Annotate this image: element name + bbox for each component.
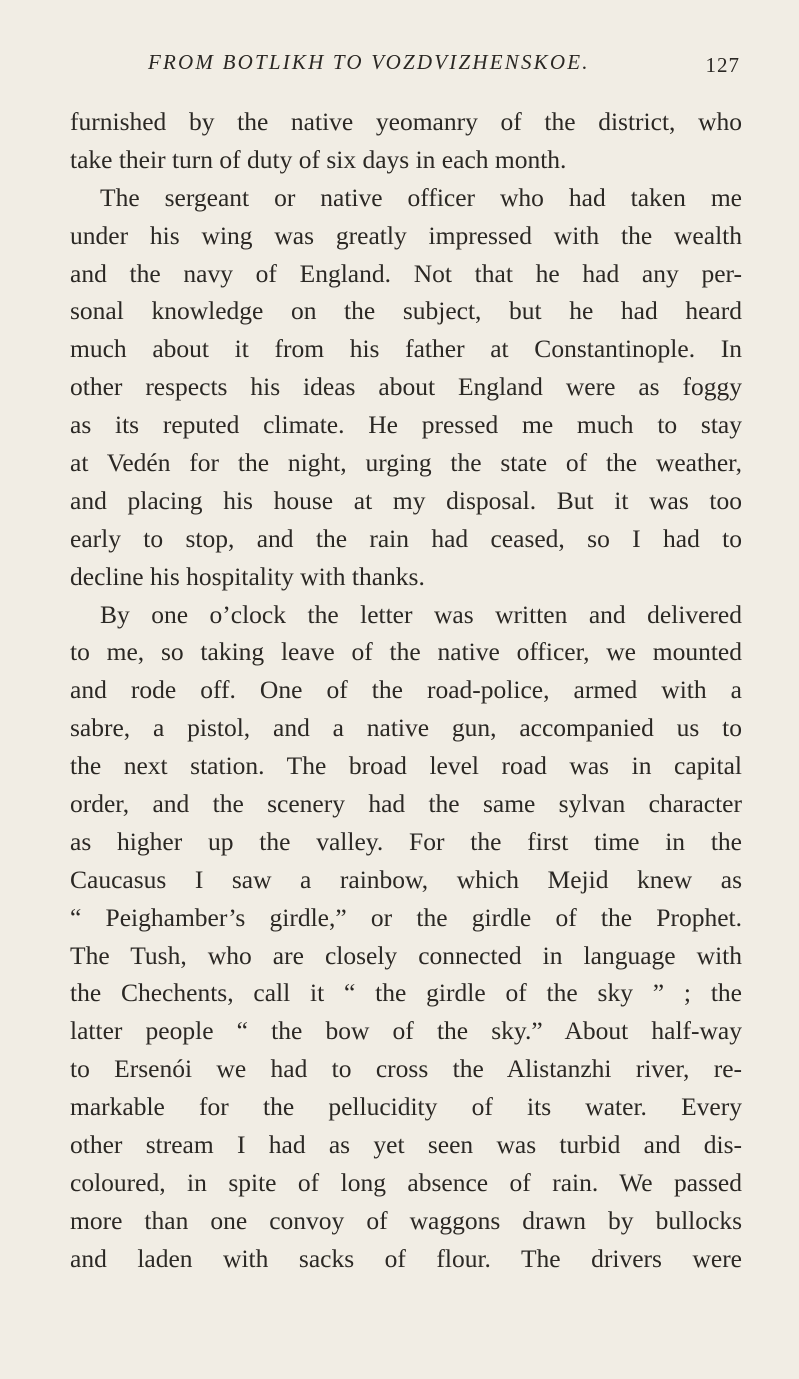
text-line: take their turn of duty of six days in each month. [70,144,567,174]
paragraph-first-line: By one o’clock the letter was written and delivered [100,599,742,629]
text-line: and placing his house at my disposal. But it was too [70,485,742,515]
text-line: at Vedén for the night, urging the state of the weather, [70,448,742,478]
text-line: Caucasus I saw a rainbow, which Mejid knew as [70,864,742,894]
text-line: the next station. The broad level road was in capital [70,751,742,781]
text-line: to me, so taking leave of the native officer, we mounted [70,637,742,667]
text-line: “ Peighamber’s girdle,” or the girdle of the Prophet. [70,902,742,932]
text-line: and laden with sacks of flour. The drivers were [70,1243,742,1273]
text-line: and rode off. One of the road-police, armed with a [70,675,742,705]
text-line: as higher up the valley. For the first time in the [70,826,742,856]
text-line: other respects his ideas about England were as foggy [70,372,742,402]
text-line: and the navy of England. Not that he had any per- [70,258,742,288]
text-line: decline his hospitality with thanks. [70,561,425,591]
text-line: the Chechents, call it “ the girdle of the sky ” ; the [70,978,742,1008]
running-head [70,50,740,80]
text-line: much about it from his father at Constantinople. In [70,334,742,364]
text-line: other stream I had as yet seen was turbid and dis- [70,1130,742,1160]
text-line: order, and the scenery had the same sylvan character [70,789,742,819]
text-line: furnished by the native yeomanry of the district, who [70,107,742,136]
page-number: 127 [705,53,740,77]
text-line: early to stop, and the rain had ceased, so I had to [70,523,742,553]
text-line: The Tush, who are closely connected in language with [70,940,742,970]
text-line: under his wing was greatly impressed with the wealth [70,220,742,250]
text-line: sonal knowledge on the subject, but he had heard [70,296,742,326]
body-text [70,103,742,1278]
running-title: FROM BOTLIKH TO VOZDVIZHENSKOE. [148,50,590,74]
paragraph-first-line: The sergeant or native officer who had taken me [100,182,742,212]
text-line: markable for the pellucidity of its water. Every [70,1092,742,1122]
text-line: sabre, a pistol, and a native gun, accompanied us to [70,713,742,743]
text-line: coloured, in spite of long absence of rain. We passed [70,1167,742,1197]
text-line: latter people “ the bow of the sky.” About half-way [70,1016,742,1046]
text-line: as its reputed climate. He pressed me much to stay [70,410,742,440]
text-line: more than one convoy of waggons drawn by bullocks [70,1205,742,1235]
text-line: to Ersenói we had to cross the Alistanzhi river, re- [70,1054,742,1084]
